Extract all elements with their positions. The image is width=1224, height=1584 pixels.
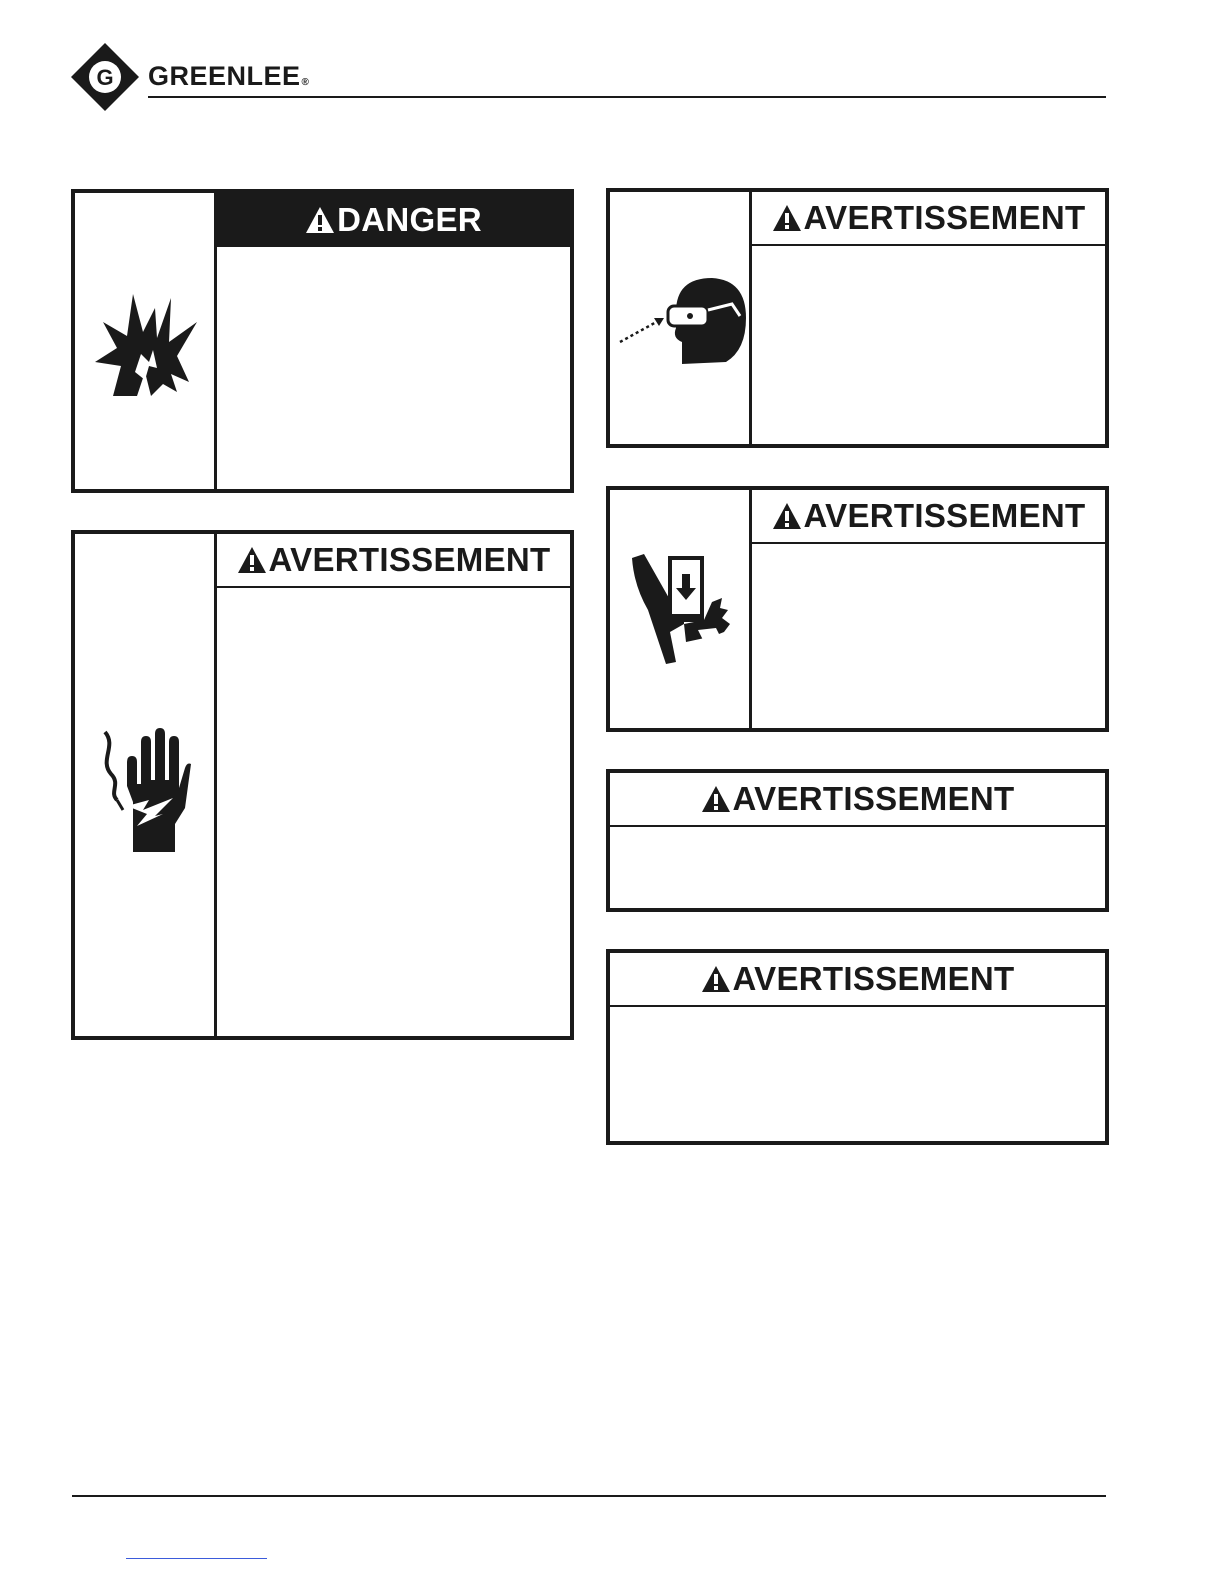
crush-warning-panel: [606, 486, 1109, 732]
crush-warning-header: [752, 490, 1105, 544]
header-rule: [148, 96, 1106, 98]
eye-warning-header: [752, 192, 1105, 246]
eye-warning-panel: [606, 188, 1109, 448]
crush-icon-column: [610, 490, 752, 728]
alert-triangle-icon: [237, 546, 267, 574]
shock-warning-panel: [71, 530, 574, 1040]
signal-word: DANGER: [337, 201, 482, 238]
eye-icon-column: [610, 192, 752, 444]
shock-warning-body: [217, 590, 570, 1036]
signal-word: AVERTISSEMENT: [268, 541, 551, 578]
greenlee-logo: [70, 42, 140, 112]
general-warning-header-a: [610, 773, 1105, 827]
eye-warning-body: [752, 248, 1105, 444]
footer-rule: [72, 1495, 1106, 1497]
alert-triangle-icon: [772, 204, 802, 232]
shock-warning-header: [217, 534, 570, 588]
danger-icon-column: [75, 193, 217, 489]
general-warning-panel-b: [606, 949, 1109, 1145]
explosion-icon: [93, 288, 203, 398]
footer-link-underline[interactable]: [126, 1558, 267, 1559]
alert-triangle-icon: [772, 502, 802, 530]
safety-goggles-icon: [616, 272, 746, 368]
alert-triangle-icon: [305, 206, 335, 234]
shock-icon-column: [75, 534, 217, 1036]
signal-word: AVERTISSEMENT: [732, 960, 1015, 997]
alert-triangle-icon: [701, 785, 731, 813]
signal-word: AVERTISSEMENT: [732, 780, 1015, 817]
signal-word: AVERTISSEMENT: [803, 497, 1086, 534]
general-warning-body-a: [610, 829, 1105, 908]
crush-warning-body: [752, 546, 1105, 728]
general-warning-header-b: [610, 953, 1105, 1007]
general-warning-body-b: [610, 1009, 1105, 1141]
alert-triangle-icon: [701, 965, 731, 993]
svg-text:G: G: [96, 65, 114, 90]
general-warning-panel-a: [606, 769, 1109, 912]
hand-crush-icon: [628, 550, 738, 670]
signal-word: AVERTISSEMENT: [803, 199, 1086, 236]
electric-shock-hand-icon: [97, 726, 197, 854]
brand-name: GREENLEE®: [148, 61, 310, 91]
danger-header: [217, 193, 570, 247]
danger-panel: [71, 189, 574, 493]
danger-body: [217, 249, 570, 489]
